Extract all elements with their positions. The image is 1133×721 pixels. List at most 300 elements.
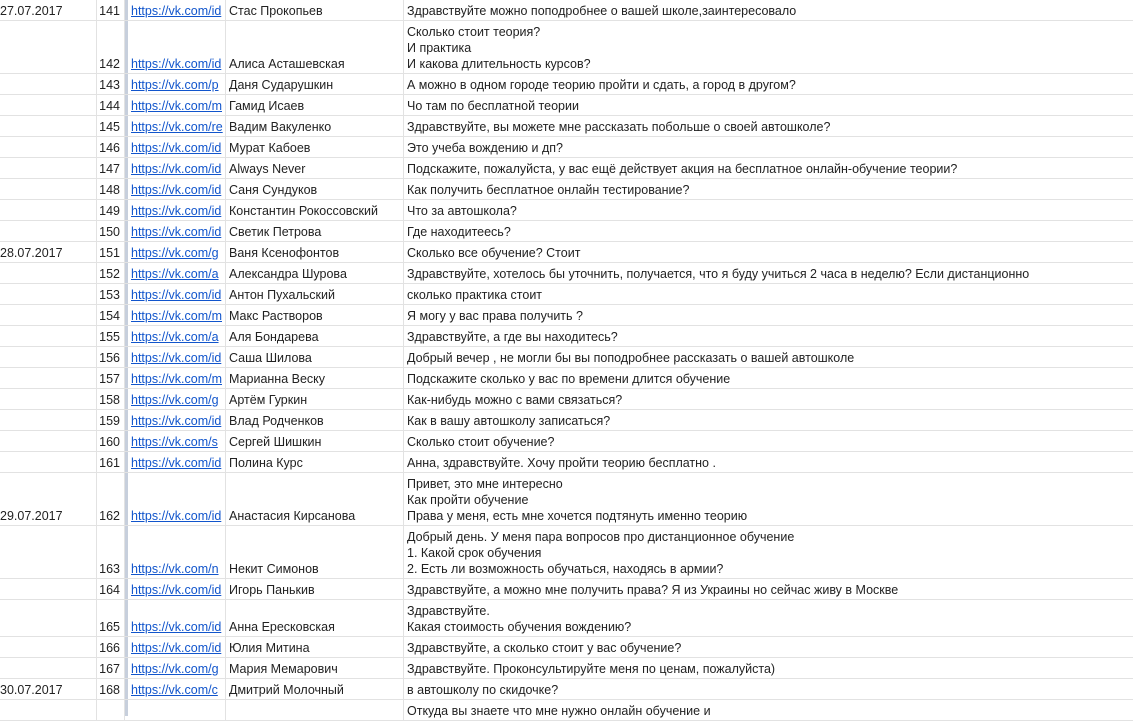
link-cell[interactable] [128, 637, 226, 657]
message-lines [404, 476, 1133, 524]
link-cell[interactable] [128, 700, 226, 720]
link-cell[interactable] [128, 579, 226, 599]
message-line: Здравствуйте, хотелось бы уточнить, получается, что я буду учиться 2 часа в неделю? Если дистанционно [407, 267, 1030, 281]
number-cell[interactable] [97, 526, 125, 578]
number-cell[interactable] [97, 221, 125, 241]
date-cell[interactable] [0, 389, 97, 409]
link-cell-text[interactable]: https://vk.com/m [131, 99, 222, 113]
message-line: Как пройти обучение [407, 493, 529, 507]
message-lines [404, 661, 1133, 677]
message-cell[interactable] [404, 242, 1133, 262]
link-cell[interactable] [128, 410, 226, 430]
link-cell[interactable] [128, 305, 226, 325]
date-cell[interactable] [0, 658, 97, 678]
name-cell[interactable] [226, 74, 404, 94]
number-cell[interactable] [97, 431, 125, 451]
name-cell[interactable] [226, 452, 404, 472]
number-cell[interactable] [97, 200, 125, 220]
link-cell-text[interactable]: https://vk.com/id [131, 351, 222, 365]
number-cell[interactable] [97, 368, 125, 388]
number-cell[interactable] [97, 263, 125, 283]
table-row [0, 242, 1133, 263]
message-line: А можно в одном городе теорию пройти и сдать, а город в другом? [407, 78, 796, 92]
link-cell-text[interactable]: https://vk.com/m [131, 309, 222, 323]
link-cell[interactable] [128, 600, 226, 636]
message-line: Сколько все обучение? Стоит [407, 246, 581, 260]
link-cell[interactable] [128, 431, 226, 451]
date-cell[interactable] [0, 284, 97, 304]
name-cell[interactable] [226, 95, 404, 115]
link-cell-text[interactable]: https://vk.com/id [131, 57, 222, 71]
name-cell[interactable] [226, 526, 404, 578]
message-line: И практика [407, 41, 472, 55]
name-cell-text: Мария Мемарович [229, 662, 338, 676]
link-cell-text[interactable]: https://vk.com/id [131, 456, 222, 470]
message-line: Откуда вы знаете что мне нужно онлайн обучение и [407, 704, 711, 718]
link-cell-text[interactable]: https://vk.com/id [131, 162, 222, 176]
message-lines [404, 140, 1133, 156]
date-cell-text: 29.07.2017 [0, 509, 63, 523]
name-cell-text: Константин Рокоссовский [229, 204, 378, 218]
link-cell-text[interactable]: https://vk.com/g [131, 662, 219, 676]
date-cell[interactable] [0, 526, 97, 578]
date-cell[interactable] [0, 305, 97, 325]
link-cell-text[interactable]: https://vk.com/id [131, 414, 222, 428]
name-cell[interactable] [226, 242, 404, 262]
table-row [0, 658, 1133, 679]
link-cell[interactable] [128, 389, 226, 409]
number-cell[interactable] [97, 179, 125, 199]
number-cell-text: 145 [99, 120, 120, 134]
number-cell[interactable] [97, 579, 125, 599]
number-cell-text: 154 [99, 309, 120, 323]
number-cell-text: 165 [99, 620, 120, 634]
message-lines [404, 98, 1133, 114]
message-cell[interactable] [404, 263, 1133, 283]
table-row [0, 679, 1133, 700]
link-cell[interactable] [128, 326, 226, 346]
number-cell[interactable] [97, 600, 125, 636]
number-cell[interactable] [97, 679, 125, 699]
number-cell[interactable] [97, 473, 125, 525]
table-row [0, 116, 1133, 137]
message-cell[interactable] [404, 637, 1133, 657]
name-cell[interactable] [226, 410, 404, 430]
message-line: 1. Какой срок обучения [407, 546, 542, 560]
number-cell-text: 164 [99, 583, 120, 597]
link-cell[interactable] [128, 21, 226, 73]
message-cell[interactable] [404, 389, 1133, 409]
message-line: Добрый день. У меня пара вопросов про дистанционное обучение [407, 530, 795, 544]
table-row [0, 21, 1133, 74]
number-cell-text: 146 [99, 141, 120, 155]
table-row [0, 579, 1133, 600]
message-cell[interactable] [404, 526, 1133, 578]
message-lines [404, 287, 1133, 303]
message-line: Это учеба вождению и дп? [407, 141, 563, 155]
name-cell[interactable] [226, 679, 404, 699]
table-row [0, 74, 1133, 95]
date-cell[interactable] [0, 679, 97, 699]
number-cell[interactable] [97, 21, 125, 73]
message-lines [404, 329, 1133, 345]
message-lines [404, 603, 1133, 635]
message-lines [404, 350, 1133, 366]
message-line: Какая стоимость обучения вождению? [407, 620, 632, 634]
name-cell[interactable] [226, 221, 404, 241]
table-row [0, 473, 1133, 526]
message-cell[interactable] [404, 95, 1133, 115]
date-cell[interactable] [0, 179, 97, 199]
link-cell-text[interactable]: https://vk.com/id [131, 509, 222, 523]
date-cell[interactable] [0, 158, 97, 178]
message-line: Подскажите сколько у вас по времени длится обучение [407, 372, 731, 386]
name-cell[interactable] [226, 600, 404, 636]
name-cell[interactable] [226, 389, 404, 409]
table-row [0, 95, 1133, 116]
name-cell[interactable] [226, 179, 404, 199]
link-cell-text[interactable]: https://vk.com/g [131, 393, 219, 407]
message-lines [404, 640, 1133, 656]
message-lines [404, 371, 1133, 387]
link-cell-text[interactable]: https://vk.com/id [131, 288, 222, 302]
number-cell[interactable] [97, 137, 125, 157]
message-cell[interactable] [404, 658, 1133, 678]
table-row [0, 305, 1133, 326]
number-cell[interactable] [97, 658, 125, 678]
link-cell-text[interactable]: https://vk.com/id [131, 620, 222, 634]
number-cell[interactable] [97, 116, 125, 136]
name-cell[interactable] [226, 158, 404, 178]
message-line: Сколько стоит теория? [407, 25, 541, 39]
table-row [0, 137, 1133, 158]
link-cell-text[interactable]: https://vk.com/id [131, 641, 222, 655]
table-row [0, 284, 1133, 305]
name-cell[interactable] [226, 326, 404, 346]
link-cell-text[interactable]: https://vk.com/id [131, 4, 222, 18]
date-cell[interactable] [0, 116, 97, 136]
message-line: Как в вашу автошколу записаться? [407, 414, 611, 428]
link-cell-text[interactable]: https://vk.com/id [131, 141, 222, 155]
message-cell[interactable] [404, 200, 1133, 220]
message-line: Подскажите, пожалуйста, у вас ещё действует акция на бесплатное онлайн-обучение теории? [407, 162, 958, 176]
name-cell-text: Антон Пухальский [229, 288, 335, 302]
message-lines [404, 682, 1133, 698]
number-cell-text: 141 [99, 4, 120, 18]
number-cell-text: 162 [99, 509, 120, 523]
table-row [0, 700, 1133, 721]
link-cell[interactable] [128, 179, 226, 199]
message-line: Где находитеесь? [407, 225, 511, 239]
message-cell[interactable] [404, 116, 1133, 136]
name-cell[interactable] [226, 137, 404, 157]
message-lines [404, 161, 1133, 177]
date-cell[interactable] [0, 0, 97, 20]
link-cell-text[interactable]: https://vk.com/id [131, 183, 222, 197]
date-cell[interactable] [0, 410, 97, 430]
date-cell[interactable] [0, 579, 97, 599]
link-cell-text[interactable]: https://vk.com/re [131, 120, 223, 134]
link-cell[interactable] [128, 347, 226, 367]
message-line: сколько практика стоит [407, 288, 543, 302]
number-cell[interactable] [97, 410, 125, 430]
date-cell[interactable] [0, 600, 97, 636]
name-cell-text: Александра Шурова [229, 267, 347, 281]
link-cell[interactable] [128, 200, 226, 220]
number-cell-text: 168 [99, 683, 120, 697]
link-cell[interactable] [128, 263, 226, 283]
number-cell-text: 158 [99, 393, 120, 407]
name-cell-text: Анастасия Кирсанова [229, 509, 356, 523]
date-cell[interactable] [0, 137, 97, 157]
message-cell[interactable] [404, 700, 1133, 720]
link-cell[interactable] [128, 284, 226, 304]
number-cell-text: 142 [99, 57, 120, 71]
table-row [0, 263, 1133, 284]
message-line: Здравствуйте можно поподробнее о вашей школе,заинтересовало [407, 4, 797, 18]
name-cell[interactable] [226, 473, 404, 525]
table-row [0, 431, 1133, 452]
table-row [0, 158, 1133, 179]
message-cell[interactable] [404, 452, 1133, 472]
message-lines [404, 3, 1133, 19]
message-cell[interactable] [404, 74, 1133, 94]
message-line: И какова длительность курсов? [407, 57, 591, 71]
name-cell[interactable] [226, 116, 404, 136]
date-cell[interactable] [0, 326, 97, 346]
name-cell-text: Игорь Панькив [229, 583, 315, 597]
link-cell[interactable] [128, 242, 226, 262]
date-cell[interactable] [0, 637, 97, 657]
message-line: в автошколу по скидочке? [407, 683, 559, 697]
link-cell-text[interactable]: https://vk.com/id [131, 204, 222, 218]
message-lines [404, 24, 1133, 72]
link-cell-text[interactable]: https://vk.com/id [131, 583, 222, 597]
date-cell[interactable] [0, 200, 97, 220]
link-cell[interactable] [128, 526, 226, 578]
message-lines [404, 392, 1133, 408]
name-cell-text: Юлия Митина [229, 641, 310, 655]
name-cell[interactable] [226, 658, 404, 678]
date-cell[interactable] [0, 242, 97, 262]
link-cell-text[interactable]: https://vk.com/c [131, 683, 218, 697]
name-cell-text: Макс Растворов [229, 309, 323, 323]
name-cell-text: Ваня Ксенофонтов [229, 246, 340, 260]
number-cell-text: 147 [99, 162, 120, 176]
message-line: Как-нибудь можно с вами связаться? [407, 393, 623, 407]
message-lines [404, 455, 1133, 471]
message-cell[interactable] [404, 410, 1133, 430]
date-cell[interactable] [0, 263, 97, 283]
message-line: Привет, это мне интересно [407, 477, 563, 491]
number-cell-text: 160 [99, 435, 120, 449]
table-row [0, 221, 1133, 242]
name-cell[interactable] [226, 21, 404, 73]
link-cell[interactable] [128, 368, 226, 388]
number-cell[interactable] [97, 326, 125, 346]
message-line: Сколько стоит обучение? [407, 435, 555, 449]
link-cell[interactable] [128, 679, 226, 699]
name-cell[interactable] [226, 284, 404, 304]
date-cell[interactable] [0, 21, 97, 73]
message-cell[interactable] [404, 326, 1133, 346]
message-lines [404, 413, 1133, 429]
name-cell-text: Алиса Асташевская [229, 57, 345, 71]
link-cell[interactable] [128, 158, 226, 178]
number-cell-text: 149 [99, 204, 120, 218]
date-cell-text: 28.07.2017 [0, 246, 63, 260]
number-cell[interactable] [97, 389, 125, 409]
date-cell[interactable] [0, 368, 97, 388]
number-cell-text: 152 [99, 267, 120, 281]
number-cell-text: 166 [99, 641, 120, 655]
message-cell[interactable] [404, 473, 1133, 525]
link-cell[interactable] [128, 0, 226, 20]
name-cell-text: Саша Шилова [229, 351, 312, 365]
message-lines [404, 582, 1133, 598]
message-lines [404, 245, 1133, 261]
link-cell[interactable] [128, 74, 226, 94]
date-cell[interactable] [0, 431, 97, 451]
message-cell[interactable] [404, 0, 1133, 20]
number-cell[interactable] [97, 305, 125, 325]
message-line: Права у меня, есть мне хочется подтянуть именно теорию [407, 509, 748, 523]
link-cell-text[interactable]: https://vk.com/id [131, 225, 222, 239]
message-line: Здравствуйте, вы можете мне рассказать побольше о своей автошколе? [407, 120, 831, 134]
name-cell-text: Сергей Шишкин [229, 435, 322, 449]
name-cell[interactable] [226, 0, 404, 20]
message-lines [404, 224, 1133, 240]
message-cell[interactable] [404, 21, 1133, 73]
message-line: Что за автошкола? [407, 204, 517, 218]
number-cell-text: 150 [99, 225, 120, 239]
date-cell[interactable] [0, 347, 97, 367]
message-cell[interactable] [404, 368, 1133, 388]
message-cell[interactable] [404, 221, 1133, 241]
table-row [0, 347, 1133, 368]
message-line: Здравствуйте, а где вы находитесь? [407, 330, 618, 344]
name-cell-text: Светик Петрова [229, 225, 322, 239]
name-cell[interactable] [226, 263, 404, 283]
number-cell[interactable] [97, 242, 125, 262]
link-cell[interactable] [128, 95, 226, 115]
link-cell-text[interactable]: https://vk.com/n [131, 562, 219, 576]
date-cell[interactable] [0, 74, 97, 94]
name-cell[interactable] [226, 700, 404, 720]
number-cell-text: 167 [99, 662, 120, 676]
name-cell-text: Вадим Вакуленко [229, 120, 332, 134]
link-cell-text[interactable]: https://vk.com/m [131, 372, 222, 386]
message-line: Здравствуйте, а можно мне получить права? Я из Украины но сейчас живу в Москве [407, 583, 899, 597]
name-cell-text: Марианна Веску [229, 372, 326, 386]
number-cell[interactable] [97, 95, 125, 115]
table-row [0, 389, 1133, 410]
link-cell-text[interactable]: https://vk.com/p [131, 78, 219, 92]
name-cell[interactable] [226, 579, 404, 599]
date-cell[interactable] [0, 473, 97, 525]
message-line: Здравствуйте. Проконсультируйте меня по ценам, пожалуйста) [407, 662, 776, 676]
message-cell[interactable] [404, 284, 1133, 304]
message-cell[interactable] [404, 431, 1133, 451]
message-cell[interactable] [404, 579, 1133, 599]
name-cell[interactable] [226, 305, 404, 325]
number-cell-text: 151 [99, 246, 120, 260]
number-cell[interactable] [97, 637, 125, 657]
link-cell-text[interactable]: https://vk.com/g [131, 246, 219, 260]
number-cell[interactable] [97, 74, 125, 94]
link-cell[interactable] [128, 221, 226, 241]
message-lines [404, 529, 1133, 577]
number-cell-text: 148 [99, 183, 120, 197]
table-row [0, 526, 1133, 579]
number-cell[interactable] [97, 0, 125, 20]
table-row [0, 179, 1133, 200]
link-cell[interactable] [128, 658, 226, 678]
name-cell[interactable] [226, 200, 404, 220]
message-cell[interactable] [404, 158, 1133, 178]
name-cell[interactable] [226, 637, 404, 657]
table-row [0, 0, 1133, 21]
link-cell-text[interactable]: https://vk.com/a [131, 267, 219, 281]
message-cell[interactable] [404, 305, 1133, 325]
name-cell[interactable] [226, 347, 404, 367]
message-cell[interactable] [404, 347, 1133, 367]
message-lines [404, 119, 1133, 135]
table-row [0, 410, 1133, 431]
name-cell-text: Стас Прокопьев [229, 4, 323, 18]
date-cell[interactable] [0, 452, 97, 472]
table-row [0, 600, 1133, 637]
message-cell[interactable] [404, 137, 1133, 157]
number-cell-text: 159 [99, 414, 120, 428]
message-line: 2. Есть ли возможность обучаться, находясь в армии? [407, 562, 724, 576]
link-cell[interactable] [128, 137, 226, 157]
table-row [0, 200, 1133, 221]
name-cell-text: Гамид Исаев [229, 99, 305, 113]
date-cell[interactable] [0, 700, 97, 720]
number-cell[interactable] [97, 347, 125, 367]
message-cell[interactable] [404, 600, 1133, 636]
link-cell-text[interactable]: https://vk.com/a [131, 330, 219, 344]
name-cell-text: Аля Бондарева [229, 330, 319, 344]
message-cell[interactable] [404, 679, 1133, 699]
link-cell[interactable] [128, 473, 226, 525]
link-cell[interactable] [128, 116, 226, 136]
table-row [0, 368, 1133, 389]
number-cell[interactable] [97, 284, 125, 304]
number-cell-text: 144 [99, 99, 120, 113]
message-line: Я могу у вас права получить ? [407, 309, 583, 323]
number-cell-text: 157 [99, 372, 120, 386]
date-cell[interactable] [0, 221, 97, 241]
name-cell-text: Влад Родченков [229, 414, 324, 428]
number-cell[interactable] [97, 452, 125, 472]
number-cell-text: 163 [99, 562, 120, 576]
message-line: Добрый вечер , не могли бы вы поподробнее рассказать о вашей автошколе [407, 351, 855, 365]
message-cell[interactable] [404, 179, 1133, 199]
number-cell[interactable] [97, 700, 125, 720]
table-row [0, 452, 1133, 473]
link-cell[interactable] [128, 452, 226, 472]
message-lines [404, 203, 1133, 219]
number-cell[interactable] [97, 158, 125, 178]
table-row [0, 637, 1133, 658]
link-cell-text[interactable]: https://vk.com/s [131, 435, 218, 449]
date-cell[interactable] [0, 95, 97, 115]
number-cell-text: 161 [99, 456, 120, 470]
name-cell[interactable] [226, 431, 404, 451]
name-cell[interactable] [226, 368, 404, 388]
